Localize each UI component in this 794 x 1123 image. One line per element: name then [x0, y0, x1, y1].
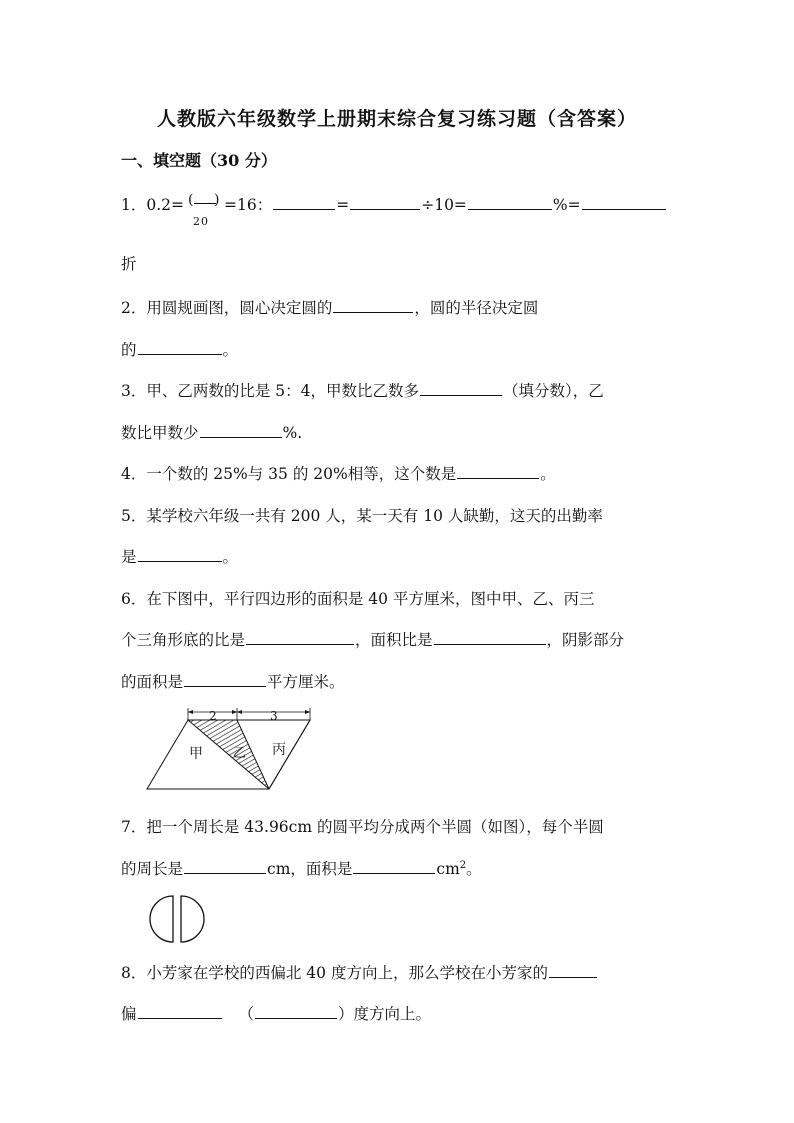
fraction-denominator: 20: [193, 215, 209, 228]
q2-text-a: 2．用圆规画图，圆心决定圆的: [121, 299, 333, 317]
q6-text-d: ，阴影部分: [546, 631, 625, 649]
q6-text-b: 个三角形底的比是: [121, 631, 246, 649]
q3-text-b: （填分数），乙: [503, 382, 604, 400]
parallelogram-figure: [140, 700, 320, 796]
q3-text-d: %.: [282, 424, 303, 442]
q8-blank-3[interactable]: [255, 1002, 337, 1019]
fraction-bar: [194, 203, 216, 204]
q3-blank-1[interactable]: [420, 379, 502, 396]
q6-text-e: 的面积是: [121, 673, 184, 691]
q4-text-a: 4．一个数的 25%与 35 的 20%相等，这个数是: [121, 465, 457, 483]
q6-text-c: ，面积比是: [355, 631, 433, 649]
q7-superscript: 2: [459, 859, 467, 871]
fraction-open-paren: (: [188, 192, 194, 208]
left-semicircle: [150, 896, 173, 942]
q1-tail: 折: [121, 255, 137, 273]
question-4: [121, 462, 556, 484]
question-6-line-3: [121, 670, 345, 692]
q1-text-b: =16：: [224, 196, 273, 214]
q8-blank-2[interactable]: [138, 1002, 222, 1019]
q7-text-b: 的周长是: [121, 860, 184, 878]
q8-text-b: 偏: [121, 1005, 137, 1023]
question-5: [121, 504, 603, 526]
question-3: [121, 379, 604, 401]
question-7-line-2: [121, 857, 482, 879]
label-2: 2: [209, 709, 217, 723]
q2-blank-2[interactable]: [138, 338, 222, 355]
question-6-line-2: [121, 628, 624, 650]
q1-blank-2[interactable]: [350, 193, 420, 210]
q5-text-a: 5．某学校六年级一共有 200 人，某一天有 10 人缺勤，这天的出勤率: [121, 507, 603, 525]
q2-text-d: 。: [222, 341, 239, 359]
label-3: 3: [270, 709, 278, 723]
q4-blank[interactable]: [457, 462, 539, 479]
question-2-line-2: [121, 338, 238, 360]
q1-blank-4[interactable]: [582, 193, 666, 210]
q7-blank-1[interactable]: [184, 857, 266, 874]
label-bing: 丙: [272, 742, 286, 758]
q4-text-b: 。: [540, 465, 556, 483]
arrow-left-icon: [188, 710, 193, 714]
q2-text-b: ，圆的半径决定圆: [414, 299, 539, 317]
q6-blank-1[interactable]: [246, 628, 354, 645]
q3-blank-2[interactable]: [200, 421, 282, 438]
arrow-left-icon: [237, 710, 242, 714]
q3-text-a: 3．甲、乙两数的比是 5：4，甲数比乙数多: [121, 382, 420, 400]
q8-text-d: ）度方向上。: [338, 1005, 432, 1023]
question-8-line-2: [121, 1002, 431, 1024]
q1-blank-3[interactable]: [468, 193, 552, 210]
q1-text-c: =: [336, 196, 350, 214]
arrow-right-icon: [305, 710, 310, 714]
section-heading-fill-in: 一、填空题（30 分）: [121, 151, 277, 170]
right-semicircle: [181, 896, 204, 942]
fraction-close-paren: ): [214, 192, 220, 208]
question-1: [121, 190, 667, 228]
label-yi: 乙: [233, 746, 247, 761]
q8-text-c: （: [238, 1005, 255, 1023]
page-title: 人教版六年级数学上册期末综合复习练习题（含答案）: [156, 108, 637, 130]
q5-blank[interactable]: [138, 545, 222, 562]
q5-text-b: 是: [121, 548, 137, 566]
q5-text-c: 。: [222, 548, 239, 566]
q7-text-a: 7．把一个周长是 43.96cm 的圆平均分成两个半圆（如图），每个半圆: [121, 818, 604, 836]
q3-text-c: 数比甲数少: [121, 424, 199, 442]
question-7: [121, 815, 604, 837]
q1-text-e: %=: [552, 196, 581, 214]
question-5-line-2: [121, 545, 238, 567]
question-8: [121, 961, 598, 983]
q6-blank-3[interactable]: [184, 670, 266, 687]
q2-blank-1[interactable]: [333, 296, 413, 313]
label-jia: 甲: [189, 746, 203, 762]
q1-blank-1[interactable]: [273, 193, 335, 210]
q8-text-a: 8．小芳家在学校的西偏北 40 度方向上，那么学校在小芳家的: [121, 964, 548, 982]
q6-blank-2[interactable]: [434, 628, 546, 645]
semicircles-figure: [146, 893, 210, 945]
q1-text-a: 1．0.2=: [121, 196, 184, 214]
question-6: [121, 587, 594, 609]
question-1-tail: [121, 252, 137, 274]
question-2: [121, 296, 538, 318]
q7-blank-2[interactable]: [353, 857, 435, 874]
q1-text-d: ÷10=: [421, 196, 467, 214]
q7-text-e: 。: [466, 860, 482, 878]
fraction-blank: [184, 190, 224, 228]
q6-text-a: 6．在下图中，平行四边形的面积是 40 平方厘米，图中甲、乙、丙三: [121, 590, 595, 608]
arrow-right-icon: [232, 710, 237, 714]
q7-text-c: cm，面积是: [267, 860, 353, 878]
q2-text-c: 的: [121, 341, 137, 359]
q8-blank-1[interactable]: [549, 961, 597, 978]
q7-text-d: cm: [436, 860, 460, 878]
q6-text-f: 平方厘米。: [267, 673, 345, 691]
question-3-line-2: [121, 421, 302, 443]
